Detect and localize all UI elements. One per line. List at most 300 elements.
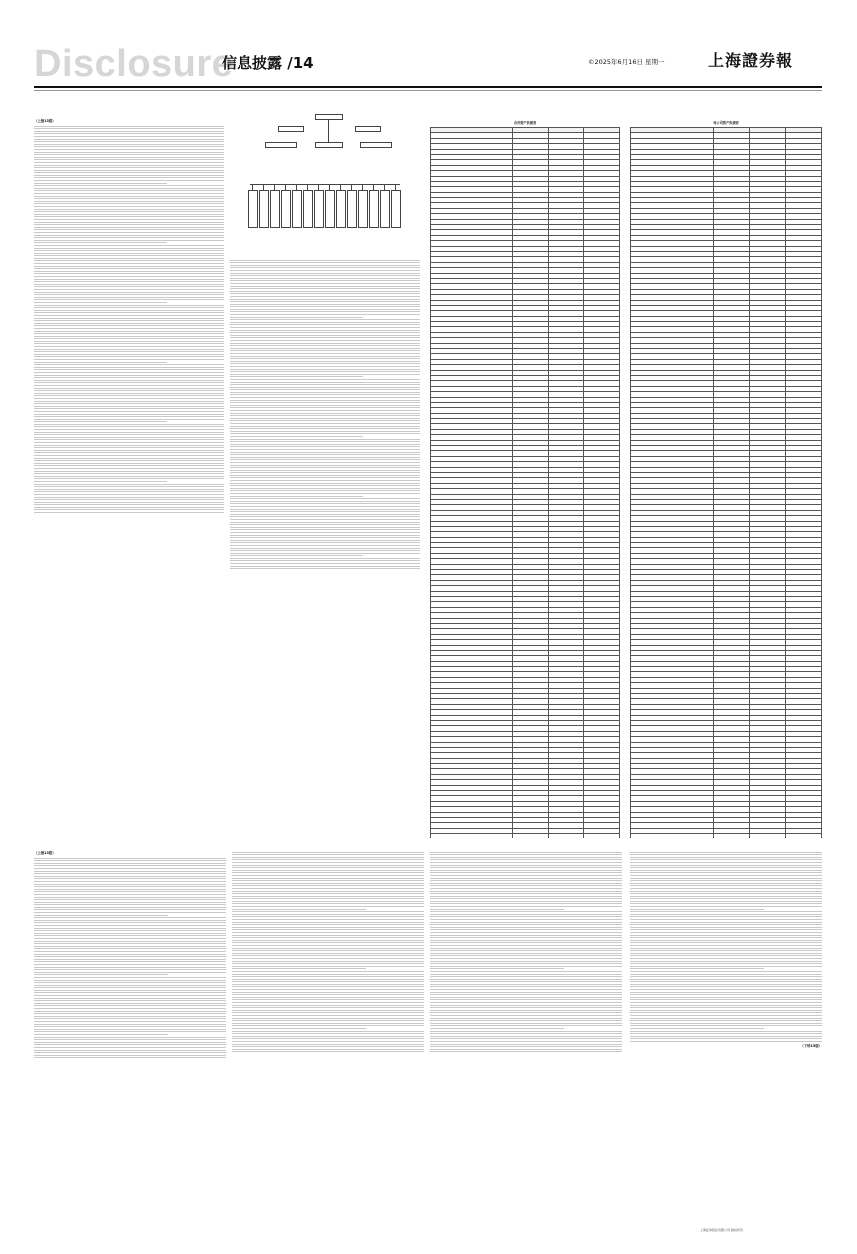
text-line xyxy=(232,1015,424,1016)
text-line xyxy=(230,369,420,370)
text-line xyxy=(430,903,622,904)
column-3 xyxy=(430,118,620,838)
text-line xyxy=(34,1000,226,1001)
text-line xyxy=(34,144,224,145)
text-line xyxy=(34,1047,226,1048)
text-line xyxy=(34,172,224,173)
text-line xyxy=(34,167,224,168)
text-line xyxy=(230,428,420,429)
text-line xyxy=(34,951,226,952)
text-line xyxy=(34,1039,226,1040)
text-line xyxy=(34,507,224,508)
text-line xyxy=(34,1050,226,1051)
text-line xyxy=(230,379,420,380)
text-line xyxy=(230,288,420,289)
text-line xyxy=(34,954,226,955)
text-line xyxy=(230,280,420,281)
text-line xyxy=(34,377,224,378)
text-line xyxy=(232,880,424,881)
text-line xyxy=(34,193,224,194)
text-line xyxy=(430,922,622,923)
text-line xyxy=(232,1041,424,1042)
text-line xyxy=(230,506,420,507)
text-line xyxy=(232,1023,424,1024)
text-line xyxy=(232,940,424,941)
text-line xyxy=(232,1036,424,1037)
text-line xyxy=(430,914,622,915)
text-line xyxy=(232,906,424,907)
text-line xyxy=(230,537,420,538)
text-line xyxy=(430,997,622,998)
text-line xyxy=(34,486,224,487)
text-line xyxy=(232,994,424,995)
text-line xyxy=(34,250,224,251)
text-line xyxy=(34,286,224,287)
text-line xyxy=(232,997,424,998)
text-line xyxy=(232,852,424,853)
text-line xyxy=(34,216,224,217)
text-line xyxy=(34,442,224,443)
text-line xyxy=(232,966,424,967)
text-line xyxy=(34,429,224,430)
text-line xyxy=(230,392,420,393)
text-line xyxy=(230,563,420,564)
text-line xyxy=(230,446,420,447)
text-line xyxy=(430,885,622,886)
body-text xyxy=(430,852,622,1053)
text-line xyxy=(34,235,224,236)
text-line xyxy=(232,898,424,899)
org-chart xyxy=(230,114,420,254)
text-line xyxy=(34,165,224,166)
text-line xyxy=(630,865,822,866)
text-line xyxy=(230,299,420,300)
text-line xyxy=(430,898,622,899)
text-line xyxy=(34,491,224,492)
text-line xyxy=(34,928,226,929)
text-line xyxy=(232,984,424,985)
text-line xyxy=(34,1011,226,1012)
text-line xyxy=(34,909,226,910)
text-line xyxy=(34,183,167,184)
text-line xyxy=(232,867,424,868)
text-line xyxy=(232,924,424,925)
text-line xyxy=(34,268,224,269)
text-line xyxy=(34,447,224,448)
text-line xyxy=(34,180,224,181)
text-line xyxy=(232,1007,424,1008)
text-line xyxy=(34,336,224,337)
text-line xyxy=(230,418,420,419)
org-leaf-node xyxy=(358,190,368,228)
text-line xyxy=(34,1037,226,1038)
text-line xyxy=(34,369,224,370)
text-line xyxy=(34,284,224,285)
text-line xyxy=(34,229,224,230)
financial-table xyxy=(430,127,620,838)
text-line xyxy=(34,305,224,306)
text-line xyxy=(230,366,420,367)
text-line xyxy=(230,286,420,287)
text-line xyxy=(34,1044,226,1045)
text-line xyxy=(430,966,622,967)
text-line xyxy=(34,450,224,451)
footer-credit: 上海证券报社有限公司 版权所有 xyxy=(700,1228,743,1232)
text-line xyxy=(34,157,224,158)
text-line xyxy=(630,854,822,855)
text-line xyxy=(34,299,224,300)
text-line xyxy=(34,1005,226,1006)
text-line xyxy=(232,909,366,910)
text-line xyxy=(34,1042,226,1043)
text-line xyxy=(34,512,224,513)
text-line xyxy=(34,401,224,402)
text-line xyxy=(34,463,224,464)
text-line xyxy=(34,434,224,435)
text-line xyxy=(630,940,822,941)
text-line xyxy=(630,857,822,858)
issue-date: ©2025年6月16日 星期一 xyxy=(588,58,665,66)
text-line xyxy=(34,279,224,280)
text-line xyxy=(630,1020,822,1021)
text-line xyxy=(34,941,226,942)
text-line xyxy=(34,126,224,127)
text-line xyxy=(34,201,224,202)
table-cell xyxy=(513,834,549,838)
text-line xyxy=(630,986,822,987)
text-line xyxy=(630,893,822,894)
text-line xyxy=(232,948,424,949)
text-line xyxy=(430,963,622,964)
text-line xyxy=(430,916,622,917)
text-line xyxy=(630,1005,822,1006)
text-line xyxy=(232,857,424,858)
org-node xyxy=(265,142,297,148)
text-line xyxy=(232,878,424,879)
text-line xyxy=(34,302,167,303)
table-cell xyxy=(631,834,714,838)
text-line xyxy=(34,478,224,479)
text-line xyxy=(34,980,226,981)
text-line xyxy=(34,426,224,427)
text-line xyxy=(230,384,420,385)
text-line xyxy=(230,545,420,546)
text-line xyxy=(232,1002,424,1003)
text-line xyxy=(34,175,224,176)
text-line xyxy=(34,504,224,505)
text-line xyxy=(34,375,224,376)
text-line xyxy=(630,976,822,977)
text-line xyxy=(34,416,224,417)
text-line xyxy=(34,190,224,191)
text-line xyxy=(230,340,420,341)
text-line xyxy=(232,1044,424,1045)
text-line xyxy=(430,1018,622,1019)
org-node xyxy=(360,142,392,148)
body-text xyxy=(34,858,226,1059)
text-line xyxy=(34,206,224,207)
text-line xyxy=(232,885,424,886)
body-text xyxy=(232,852,424,1053)
column-6 xyxy=(232,850,424,1220)
text-line xyxy=(630,1023,822,1024)
text-line xyxy=(34,297,224,298)
text-line xyxy=(232,891,424,892)
text-line xyxy=(230,415,420,416)
text-line xyxy=(430,1005,622,1006)
text-line xyxy=(34,131,224,132)
text-line xyxy=(34,933,226,934)
text-line xyxy=(34,899,226,900)
text-line xyxy=(34,232,224,233)
org-leaf-node xyxy=(325,190,335,228)
text-line xyxy=(230,459,420,460)
text-line xyxy=(630,891,822,892)
text-line xyxy=(34,310,224,311)
text-line xyxy=(232,992,424,993)
body-text xyxy=(230,260,420,570)
column-1 xyxy=(34,118,224,838)
text-line xyxy=(430,1033,622,1034)
text-line xyxy=(630,901,822,902)
text-line xyxy=(34,209,224,210)
text-line xyxy=(430,981,622,982)
text-line xyxy=(430,1015,622,1016)
text-line xyxy=(34,255,224,256)
org-leaf-node xyxy=(380,190,390,228)
table-cell xyxy=(786,834,822,838)
text-line xyxy=(230,265,420,266)
text-line xyxy=(630,1028,764,1029)
text-line xyxy=(630,932,822,933)
text-line xyxy=(34,403,224,404)
continued-note: （下转15版） xyxy=(800,1043,822,1048)
text-line xyxy=(34,136,224,137)
section-title: 信息披露 /14 xyxy=(222,54,314,72)
text-line xyxy=(630,1031,822,1032)
text-line xyxy=(230,335,420,336)
text-line xyxy=(34,385,224,386)
masthead-rule xyxy=(34,86,822,88)
text-line xyxy=(230,270,420,271)
text-line xyxy=(430,1020,622,1021)
text-line xyxy=(232,971,424,972)
text-line xyxy=(230,529,420,530)
text-line xyxy=(232,896,424,897)
text-line xyxy=(430,984,622,985)
text-line xyxy=(34,349,224,350)
text-line xyxy=(230,423,420,424)
text-line xyxy=(230,514,420,515)
text-line xyxy=(630,870,822,871)
text-line xyxy=(34,395,224,396)
text-line xyxy=(232,865,424,866)
text-line xyxy=(34,159,224,160)
text-line xyxy=(630,1038,822,1039)
org-leaf-node xyxy=(292,190,302,228)
text-line xyxy=(430,1044,622,1045)
text-line xyxy=(34,484,224,485)
text-line xyxy=(430,1041,622,1042)
text-line xyxy=(230,532,420,533)
financial-table xyxy=(630,127,822,838)
org-leaf-node xyxy=(303,190,313,228)
text-line xyxy=(34,315,224,316)
text-line xyxy=(34,956,226,957)
text-line xyxy=(34,460,224,461)
text-line xyxy=(34,894,226,895)
text-line xyxy=(34,881,226,882)
text-line xyxy=(34,154,224,155)
text-line xyxy=(430,880,622,881)
text-line xyxy=(232,989,424,990)
text-line xyxy=(34,318,224,319)
text-line xyxy=(34,873,226,874)
text-line xyxy=(430,924,622,925)
text-line xyxy=(232,1020,424,1021)
column-heading: （上接13版） xyxy=(34,851,56,855)
text-line xyxy=(430,901,622,902)
text-line xyxy=(230,522,420,523)
text-line xyxy=(34,992,226,993)
text-line xyxy=(230,566,420,567)
text-line xyxy=(230,498,420,499)
text-line xyxy=(630,1012,822,1013)
org-leaf-node xyxy=(281,190,291,228)
text-line xyxy=(230,439,420,440)
text-line xyxy=(230,441,420,442)
text-line xyxy=(230,426,420,427)
text-line xyxy=(34,323,224,324)
text-line xyxy=(630,862,822,863)
text-line xyxy=(230,540,420,541)
text-line xyxy=(34,266,224,267)
text-line xyxy=(230,296,420,297)
text-line xyxy=(232,1051,424,1052)
text-line xyxy=(630,916,822,917)
text-line xyxy=(34,990,226,991)
text-line xyxy=(630,942,822,943)
text-line xyxy=(34,419,224,420)
text-line xyxy=(232,872,424,873)
text-line xyxy=(34,935,226,936)
text-line xyxy=(34,240,224,241)
text-line xyxy=(230,317,363,318)
text-line xyxy=(34,211,224,212)
text-line xyxy=(230,400,420,401)
text-line xyxy=(34,281,224,282)
text-line xyxy=(430,927,622,928)
text-line xyxy=(34,967,226,968)
text-line xyxy=(34,982,226,983)
text-line xyxy=(430,999,622,1000)
text-line xyxy=(430,862,622,863)
text-line xyxy=(630,966,822,967)
column-heading: （上接13版） xyxy=(34,119,56,123)
text-line xyxy=(230,394,420,395)
text-line xyxy=(34,920,226,921)
text-line xyxy=(232,1038,424,1039)
text-line xyxy=(34,258,224,259)
text-line xyxy=(34,331,224,332)
text-line xyxy=(630,937,822,938)
text-line xyxy=(430,883,622,884)
text-line xyxy=(430,974,622,975)
column-4 xyxy=(630,118,822,838)
text-line xyxy=(430,896,622,897)
text-line xyxy=(34,289,224,290)
text-line xyxy=(34,346,224,347)
text-line xyxy=(34,902,226,903)
text-line xyxy=(34,1021,226,1022)
text-line xyxy=(230,371,420,372)
text-line xyxy=(230,496,363,497)
column-8 xyxy=(630,850,822,1220)
text-line xyxy=(230,301,420,302)
text-line xyxy=(232,911,424,912)
text-line xyxy=(232,950,424,951)
text-line xyxy=(34,915,168,916)
table-row xyxy=(631,834,822,838)
text-line xyxy=(34,390,224,391)
text-line xyxy=(34,886,226,887)
text-line xyxy=(34,509,224,510)
text-line xyxy=(430,857,622,858)
text-line xyxy=(34,922,226,923)
text-line xyxy=(430,891,622,892)
text-line xyxy=(34,891,226,892)
text-line xyxy=(630,997,822,998)
text-line xyxy=(230,527,420,528)
data-table xyxy=(630,127,822,838)
org-node xyxy=(315,114,343,120)
text-line xyxy=(230,519,420,520)
org-leaf-node xyxy=(270,190,280,228)
text-line xyxy=(34,1031,226,1032)
text-line xyxy=(232,937,424,938)
text-line xyxy=(34,1016,226,1017)
text-line xyxy=(34,473,224,474)
text-line xyxy=(232,999,424,1000)
text-line xyxy=(34,237,224,238)
org-leaf-node xyxy=(336,190,346,228)
text-line xyxy=(430,1038,622,1039)
text-line xyxy=(34,904,226,905)
text-line xyxy=(230,560,420,561)
text-line xyxy=(430,854,622,855)
text-line xyxy=(430,940,622,941)
text-line xyxy=(34,961,226,962)
text-line xyxy=(232,1012,424,1013)
body-text xyxy=(630,852,822,1042)
text-line xyxy=(230,511,420,512)
text-line xyxy=(630,896,822,897)
text-line xyxy=(34,198,224,199)
text-line xyxy=(34,1013,226,1014)
text-line xyxy=(34,149,224,150)
text-line xyxy=(34,224,224,225)
text-line xyxy=(230,568,420,569)
text-line xyxy=(430,919,622,920)
text-line xyxy=(630,903,822,904)
text-line xyxy=(230,480,420,481)
text-line xyxy=(630,989,822,990)
text-line xyxy=(230,535,420,536)
text-line xyxy=(630,979,822,980)
text-line xyxy=(430,1028,564,1029)
text-line xyxy=(232,935,424,936)
text-line xyxy=(430,1031,622,1032)
